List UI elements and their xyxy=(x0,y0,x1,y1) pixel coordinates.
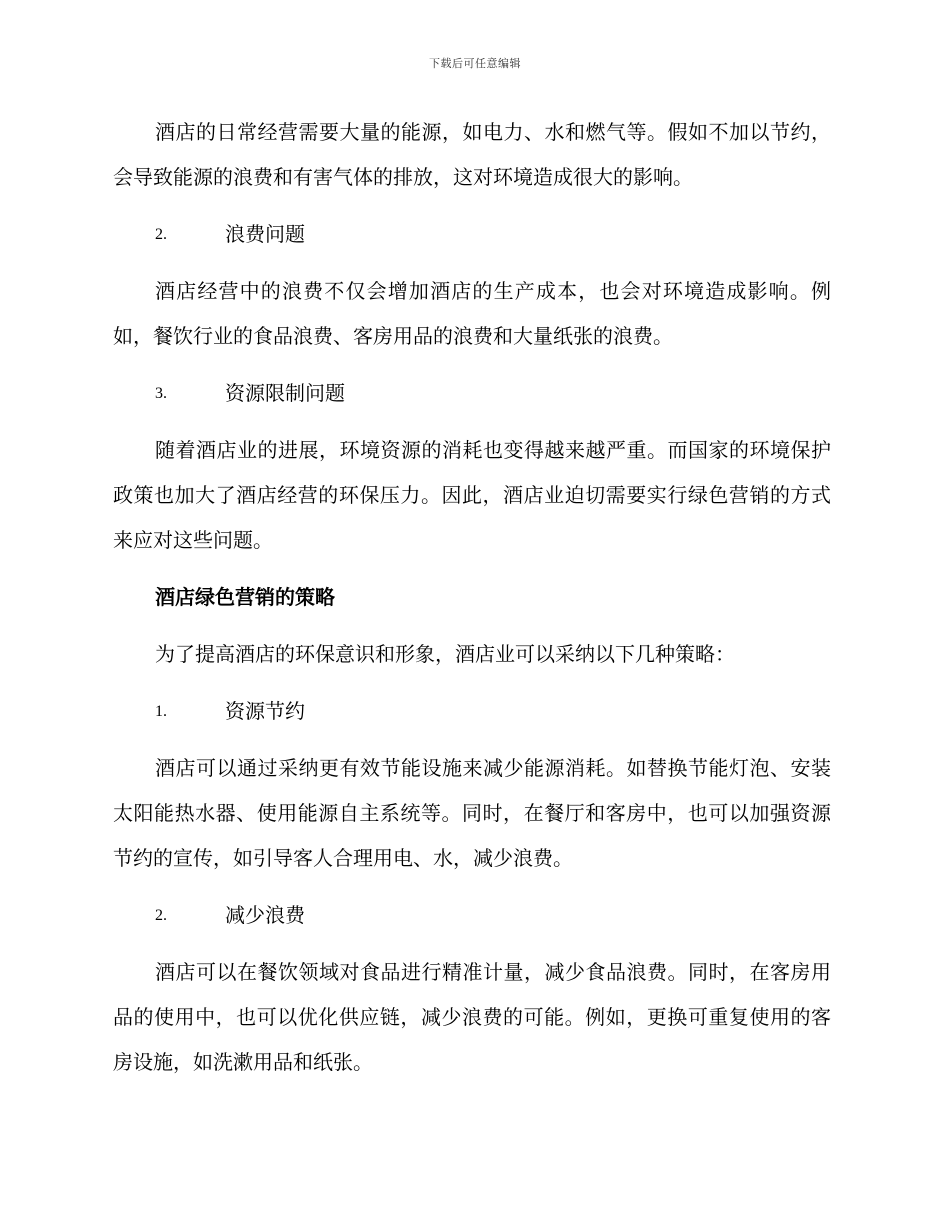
section-heading: 酒店绿色营销的策略 xyxy=(155,585,335,609)
paragraph-energy: 酒店的日常经营需要大量的能源，如电力、水和燃气等。假如不加以节约，会导致能源的浪费和有害气体的排放，这对环境造成很大的影响。 xyxy=(113,120,831,189)
paragraph-reduce-waste: 酒店可以在餐饮领域对食品进行精准计量，减少食品浪费。同时，在客房用品的使用中，也可以优化供应链，减少浪费的可能。例如，更换可重复使用的客房设施，如洗漱用品和纸张。 xyxy=(113,960,831,1074)
paragraph-waste: 酒店经营中的浪费不仅会增加酒店的生产成本，也会对环境造成影响。例如，餐饮行业的食品浪费、客房用品的浪费和大量纸张的浪费。 xyxy=(113,279,831,348)
list-label: 减少浪费 xyxy=(225,903,305,927)
list-item-resource-saving xyxy=(113,689,831,734)
document-body xyxy=(113,110,831,1097)
list-label: 资源节约 xyxy=(225,699,305,723)
list-item-resource-limit xyxy=(113,371,831,416)
list-number: 3. xyxy=(155,385,167,402)
paragraph-strategy-intro: 为了提高酒店的环保意识和形象，酒店业可以采纳以下几种策略： xyxy=(155,642,735,666)
list-label: 资源限制问题 xyxy=(225,381,345,405)
list-number: 2. xyxy=(155,907,167,924)
page-header: 下载后可任意编辑 xyxy=(429,57,521,70)
list-number: 2. xyxy=(155,226,167,243)
list-label: 浪费问题 xyxy=(225,222,305,246)
paragraph-resource-saving: 酒店可以通过采纳更有效节能设施来减少能源消耗。如替换节能灯泡、安装太阳能热水器、使用能源自主系统等。同时，在餐厅和客房中，也可以加强资源节约的宣传，如引导客人合理用电、水，减少浪费。 xyxy=(113,756,831,870)
list-number: 1. xyxy=(155,703,167,720)
paragraph-resource-limit: 随着酒店业的进展，环境资源的消耗也变得越来越严重。而国家的环境保护政策也加大了酒店经营的环保压力。因此，酒店业迫切需要实行绿色营销的方式来应对这些问题。 xyxy=(113,438,831,552)
list-item-reduce-waste xyxy=(113,893,831,938)
list-item-waste-problem xyxy=(113,212,831,257)
